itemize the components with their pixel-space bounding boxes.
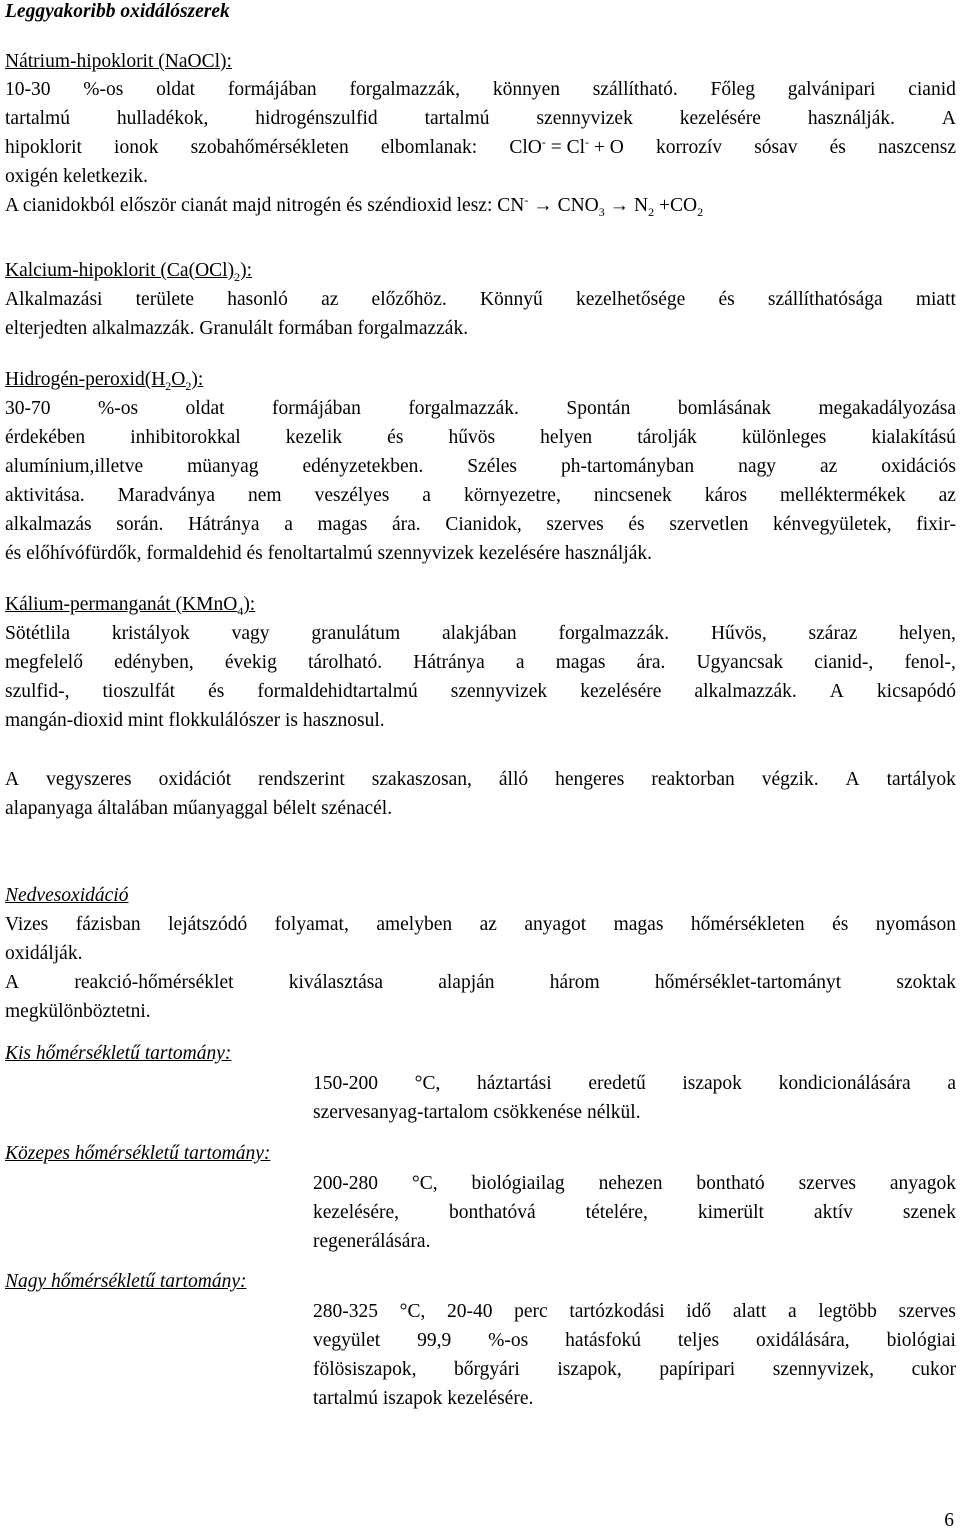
word: Hátránya	[413, 652, 485, 673]
word: ph-tartományban	[560, 456, 695, 477]
word: alapján	[438, 972, 495, 993]
word: területe	[135, 289, 195, 310]
word: tartályok	[886, 769, 956, 790]
word: A	[829, 681, 844, 702]
word: és	[387, 427, 404, 448]
text-part: Kalcium-hipoklorit (Ca(OCl)	[5, 260, 235, 281]
word: müanyag	[187, 456, 259, 477]
h2o2-heading	[5, 368, 203, 393]
word: az	[820, 456, 838, 477]
word: szennyvizek,	[772, 1359, 875, 1380]
word: tartózkodási	[569, 1301, 665, 1322]
word: megakadályozása	[818, 398, 956, 419]
word: helyen,	[899, 623, 956, 644]
range-mid-line-2	[313, 1201, 956, 1225]
cyanide-reaction-line	[5, 194, 703, 219]
word: forgalmazzák.	[408, 398, 519, 419]
word: és	[718, 289, 735, 310]
word: szerves	[798, 1173, 856, 1194]
word: különleges	[741, 427, 827, 448]
word: legtöbb	[818, 1301, 877, 1322]
word: szervetlen	[669, 514, 749, 535]
word: nincsenek	[593, 485, 672, 506]
word: tárolható.	[307, 652, 383, 673]
word: galvánipari	[787, 79, 876, 100]
word: vagy	[231, 623, 270, 644]
h2o2-line-3	[5, 455, 956, 479]
word: szennyvizek	[536, 108, 633, 129]
word: kiválasztása	[288, 972, 383, 993]
wet-line-1	[5, 913, 956, 937]
word: oxidációs	[881, 456, 956, 477]
word: hulladékok,	[116, 108, 209, 129]
word: évekig	[224, 652, 277, 673]
h2o2-line-1	[5, 397, 956, 421]
word: 200-280	[313, 1173, 378, 1194]
naocl-line-3-word: ionok	[114, 137, 159, 158]
word: cianid	[908, 79, 956, 100]
word: és	[628, 514, 645, 535]
eq-clo: ClO	[509, 137, 542, 158]
range-label-high: Nagy hőmérsékletű tartomány:	[5, 1271, 247, 1292]
word: biológiailag	[471, 1173, 565, 1194]
caocl-line-2: elterjedten alkalmazzák. Granulált formában forgalmazzák.	[5, 318, 469, 339]
word: lejátszódó	[168, 914, 248, 935]
word: alkalmazzák.	[694, 681, 797, 702]
kmno4-line-3	[5, 680, 956, 704]
word: papíripari	[659, 1359, 736, 1380]
word: hasonló	[227, 289, 288, 310]
word: szállíthatósága	[767, 289, 883, 310]
word: az	[938, 485, 956, 506]
page-number: 6	[944, 1510, 954, 1531]
word: amelyben	[376, 914, 453, 935]
range-label-mid: Közepes hőmérsékletű tartomány:	[5, 1143, 271, 1164]
word: szennyvizek	[450, 681, 548, 702]
word: tartalmú	[5, 108, 70, 129]
caocl-line-1	[5, 288, 956, 312]
word: A	[5, 769, 20, 790]
word: oldat	[185, 398, 225, 419]
sub-part: 2	[697, 205, 704, 219]
word: 280-325	[313, 1301, 378, 1322]
word: oxidációt	[158, 769, 232, 790]
word: 150-200	[313, 1073, 378, 1094]
word: formaldehidtartalmú	[257, 681, 418, 702]
h2o2-line-5	[5, 513, 956, 537]
word: cianid-,	[814, 652, 874, 673]
word: granulátum	[311, 623, 401, 644]
word: Sötétlila	[5, 623, 70, 644]
reactor-line-2: alapanyaga általában műanyaggal bélelt szénacél.	[5, 798, 393, 819]
word: 10-30	[5, 79, 51, 100]
word: szulfid-,	[5, 681, 70, 702]
naocl-line-3-word: naszcensz	[878, 137, 956, 158]
word: iszapok,	[557, 1359, 622, 1380]
word: aktivitása.	[5, 485, 85, 506]
word: alumínium,illetve	[5, 456, 144, 477]
word: anyagok	[889, 1173, 956, 1194]
word: perc	[514, 1301, 548, 1322]
naocl-line-4: oxigén keletkezik.	[5, 166, 148, 187]
word: végzik.	[761, 769, 819, 790]
word: aktív	[813, 1202, 853, 1223]
word: 99,9	[417, 1330, 452, 1351]
wet-line-4: megkülönböztetni.	[5, 1001, 151, 1022]
h2o2-line-4	[5, 484, 956, 508]
word: háztartási	[476, 1073, 552, 1094]
word: Cianidok,	[445, 514, 522, 535]
word: A	[941, 108, 956, 129]
word: a	[284, 514, 293, 535]
word: használják.	[807, 108, 895, 129]
word: bőrgyári	[454, 1359, 520, 1380]
word: ára.	[391, 514, 421, 535]
word: álló	[498, 769, 529, 790]
word: a	[515, 652, 525, 673]
range-low-line-2: szervesanyag-tartalom csökkenése nélkül.	[313, 1102, 641, 1123]
word: káros	[704, 485, 748, 506]
word: kezelhetősége	[575, 289, 686, 310]
word: Spontán	[566, 398, 631, 419]
word: az	[321, 289, 339, 310]
word: Alkalmazási	[5, 289, 103, 310]
word: bonthatóvá	[449, 1202, 536, 1223]
word: a	[422, 485, 431, 506]
word: nehezen	[598, 1173, 663, 1194]
word: vegyszeres	[46, 769, 132, 790]
range-high-line-3	[313, 1358, 956, 1382]
word: szoktak	[896, 972, 956, 993]
word: Maradványa	[117, 485, 216, 506]
word: °C,	[399, 1301, 426, 1322]
word: %-os	[83, 79, 124, 100]
word: kialakítású	[871, 427, 956, 448]
word: kezelésére,	[313, 1202, 400, 1223]
word: vegyület	[313, 1330, 381, 1351]
text-part: → CNO	[528, 195, 599, 216]
sub-part: 2	[234, 270, 241, 284]
word: alatt	[732, 1301, 767, 1322]
word: fixir-	[916, 514, 956, 535]
word: a	[788, 1301, 797, 1322]
range-high-line-1	[313, 1300, 956, 1324]
word: melléktermékek	[780, 485, 906, 506]
naocl-line-3-word: hipoklorit	[5, 137, 82, 158]
sup-part: -	[524, 193, 529, 207]
word: tioszulfát	[102, 681, 176, 702]
text-part: A cianidokból először cianát majd nitrogén és széndioxid lesz: CN	[5, 195, 525, 216]
sub-part: 3	[598, 205, 605, 219]
word: kristályok	[111, 623, 190, 644]
word: nyomáson	[875, 914, 956, 935]
naocl-heading: Nátrium-hipoklorit (NaOCl):	[5, 51, 232, 72]
word: folyamat,	[274, 914, 349, 935]
sub-part: 2	[185, 379, 192, 393]
word: reakció-hőmérséklet	[74, 972, 234, 993]
range-mid-line-3: regenerálására.	[313, 1231, 431, 1252]
word: alakjában	[441, 623, 517, 644]
sub-part: 2	[648, 205, 655, 219]
word: °C,	[414, 1073, 441, 1094]
word: cukor	[911, 1359, 956, 1380]
word: hidrogénszulfid	[255, 108, 378, 129]
word: hőmérséklet-tartományt	[654, 972, 842, 993]
kmno4-heading	[5, 593, 255, 618]
naocl-line-3-word: korrozív	[656, 137, 723, 158]
kmno4-line-2	[5, 651, 956, 675]
word: kondicionálására	[778, 1073, 911, 1094]
text-part: ):	[191, 369, 204, 390]
word: szállítható.	[592, 79, 678, 100]
wet-line-3	[5, 971, 956, 995]
word: rendszerint	[258, 769, 345, 790]
word: tartalmú	[424, 108, 490, 129]
sub-part: 4	[237, 604, 244, 618]
word: környezetre,	[463, 485, 561, 506]
word: megfelelő	[5, 652, 83, 673]
wet-line-2: oxidálják.	[5, 943, 83, 964]
text-part: ):	[240, 260, 252, 281]
word: szerves	[546, 514, 604, 535]
naocl-line-3-word: elbomlanak:	[380, 137, 478, 158]
word: formájában	[227, 79, 317, 100]
word: könnyen	[492, 79, 560, 100]
text-part: Hidrogén-peroxid(H	[5, 369, 166, 390]
eq-sup: -	[541, 135, 546, 149]
naocl-line-3-word: és	[829, 137, 846, 158]
word: Hűvös,	[710, 623, 767, 644]
range-low-line-1	[313, 1072, 956, 1096]
word: Széles	[467, 456, 518, 477]
sub-part: 2	[165, 379, 172, 393]
word: hengeres	[555, 769, 625, 790]
word: inhibitorokkal	[130, 427, 241, 448]
word: Főleg	[710, 79, 755, 100]
word: bomlásának	[677, 398, 771, 419]
caocl-heading	[5, 259, 252, 284]
word: formájában	[272, 398, 361, 419]
word: idő	[686, 1301, 712, 1322]
word: magas	[317, 514, 368, 535]
word: hatásfokú	[565, 1330, 641, 1351]
word: bontható	[696, 1173, 765, 1194]
word: szenek	[902, 1202, 956, 1223]
naocl-line-3-word: szobahőmérsékleten	[190, 137, 349, 158]
word: oxidálására,	[756, 1330, 850, 1351]
word: előzőhöz.	[371, 289, 447, 310]
word: a	[947, 1073, 956, 1094]
kmno4-line-1	[5, 622, 956, 646]
text-part: O	[171, 369, 186, 390]
word: 30-70	[5, 398, 51, 419]
text-part: +CO	[654, 195, 698, 216]
naocl-line-2	[5, 107, 956, 131]
word: kezelésére	[679, 108, 761, 129]
word: edényzetekben.	[302, 456, 424, 477]
word: érdekében	[5, 427, 86, 448]
word: és	[832, 914, 849, 935]
word: magas	[613, 914, 664, 935]
word: alkalmazás	[5, 514, 92, 535]
word: teljes	[677, 1330, 720, 1351]
word: nagy	[738, 456, 777, 477]
h2o2-line-6: és előhívófürdők, formaldehid és fenoltartalmú szennyvizek kezelésére használják.	[5, 543, 653, 564]
wet-oxidation-heading: Nedvesoxidáció	[5, 885, 129, 906]
hypochlorite-equation	[509, 136, 624, 161]
word: Vizes	[5, 914, 49, 935]
word: kénvegyületek,	[773, 514, 892, 535]
word: az	[479, 914, 497, 935]
page-title: Leggyakoribb oxidálószerek	[5, 1, 230, 22]
reactor-line-1	[5, 768, 956, 792]
word: oldat	[156, 79, 196, 100]
text-part: Kálium-permanganát (KMnO	[5, 594, 238, 615]
word: eredetű	[588, 1073, 646, 1094]
word: magas	[555, 652, 606, 673]
word: hűvös	[448, 427, 496, 448]
word: %-os	[488, 1330, 529, 1351]
word: szakaszosan,	[371, 769, 472, 790]
kmno4-line-4: mangán-dioxid mint flokkulálószer is hasznosul.	[5, 710, 385, 731]
h2o2-line-2	[5, 426, 956, 450]
word: A	[5, 972, 20, 993]
word: fázisban	[75, 914, 141, 935]
naocl-line-1	[5, 78, 956, 102]
range-mid-line-1	[313, 1172, 956, 1196]
word: forgalmazzák.	[558, 623, 670, 644]
word: kezelik	[285, 427, 343, 448]
word: tárolják	[637, 427, 697, 448]
naocl-line-3-word: sósav	[754, 137, 798, 158]
eq-o: + O	[589, 137, 624, 158]
word: során.	[116, 514, 164, 535]
word: reaktorban	[651, 769, 735, 790]
word: miatt	[915, 289, 956, 310]
word: iszapok	[682, 1073, 742, 1094]
word: három	[549, 972, 600, 993]
word: ára.	[636, 652, 666, 673]
eq-cl: = Cl	[545, 137, 586, 158]
word: hőmérsékleten	[690, 914, 805, 935]
word: Ugyancsak	[696, 652, 784, 673]
word: száraz	[808, 623, 858, 644]
word: 20-40	[446, 1301, 493, 1322]
text-part: ):	[243, 594, 256, 615]
range-label-low: Kis hőmérsékletű tartomány:	[5, 1043, 232, 1064]
word: fölösiszapok,	[313, 1359, 417, 1380]
word: kimerült	[697, 1202, 764, 1223]
word: A	[845, 769, 860, 790]
word: Hátránya	[188, 514, 260, 535]
word: biológiai	[886, 1330, 956, 1351]
eq-sup: -	[585, 135, 590, 149]
range-high-line-4: tartalmú iszapok kezelésére.	[313, 1388, 534, 1409]
word: helyen	[540, 427, 593, 448]
word: °C,	[411, 1173, 438, 1194]
word: forgalmazzák,	[349, 79, 461, 100]
word: edényben,	[114, 652, 194, 673]
word: szerves	[898, 1301, 956, 1322]
word: kicsapódó	[876, 681, 956, 702]
word: anyagot	[524, 914, 587, 935]
word: tételére,	[585, 1202, 648, 1223]
range-high-line-2	[313, 1329, 956, 1353]
text-part: → N	[604, 195, 649, 216]
word: kezelésére	[580, 681, 662, 702]
naocl-line-3	[5, 136, 956, 161]
word: fenol-,	[904, 652, 956, 673]
word: veszélyes	[314, 485, 390, 506]
word: Könnyű	[479, 289, 543, 310]
word: és	[208, 681, 225, 702]
word: nem	[248, 485, 282, 506]
word: %-os	[97, 398, 139, 419]
